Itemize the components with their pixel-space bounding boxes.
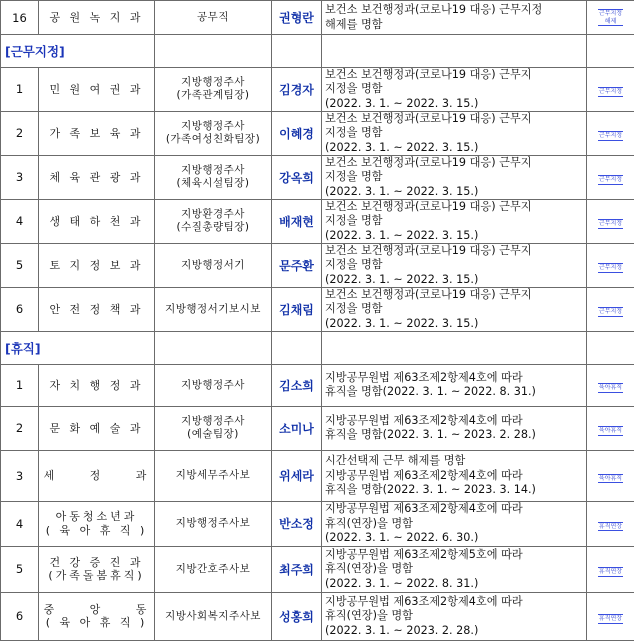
order-note: 보건소 보건행정과(코로나19 대응) 근무지 지정을 명함 (2022. 3. 1. ~ 2022. 3. 15.) xyxy=(322,243,587,287)
order-type-tag: 휴직연장 xyxy=(598,615,623,623)
position-cell: 지방행정주사 (가족관계팀장) xyxy=(155,68,272,112)
order-type-stamp xyxy=(587,450,634,501)
order-type-tag: 근무지정 xyxy=(598,176,623,184)
table-row xyxy=(1,450,634,501)
department-cell: 건 강 증 진 과 (가족돌봄휴직) xyxy=(39,546,155,592)
row-number: 2 xyxy=(1,406,39,450)
department-cell: 생 태 하 천 과 xyxy=(39,199,155,243)
row-number: 6 xyxy=(1,592,39,640)
order-type-tag: 육아휴직 xyxy=(598,384,623,392)
row-number: 2 xyxy=(1,111,39,155)
department-cell: 안 전 정 책 과 xyxy=(39,287,155,331)
order-type-tag: 휴직연장 xyxy=(598,568,623,576)
order-type-stamp xyxy=(587,592,634,640)
table-row xyxy=(1,68,634,112)
order-type-stamp xyxy=(587,155,634,199)
order-note: 보건소 보건행정과(코로나19 대응) 근무지 지정을 명함 (2022. 3. 1. ~ 2022. 3. 15.) xyxy=(322,68,587,112)
order-note: 지방공무원법 제63조제2항제4호에 따라 휴직을 명함(2022. 3. 1. ~ 2023. 2. 28.) xyxy=(322,406,587,450)
section-header-row xyxy=(1,331,634,364)
row-number: 16 xyxy=(1,1,39,35)
table-row xyxy=(1,155,634,199)
order-type-tag: 근무지정 xyxy=(598,264,623,272)
order-type-stamp xyxy=(587,1,634,35)
department-cell: 아동청소년과 ( 육 아 휴 직 ) xyxy=(39,501,155,546)
order-type-stamp xyxy=(587,364,634,406)
empty-cell xyxy=(322,35,587,68)
position-cell: 지방행정서기 xyxy=(155,243,272,287)
order-note: 시간선택제 근무 해제를 명함 지방공무원법 제63조제2항제4호에 따라 휴직을 명함(2022. 3. 1. ~ 2023. 3. 14.) xyxy=(322,450,587,501)
empty-cell xyxy=(322,331,587,364)
order-type-stamp xyxy=(587,406,634,450)
table-row xyxy=(1,546,634,592)
section-header-row xyxy=(1,35,634,68)
department-cell: 중 앙 동 ( 육 아 휴 직 ) xyxy=(39,592,155,640)
order-type-tag: 휴직연장 xyxy=(598,522,623,530)
person-name: 반소정 xyxy=(272,501,322,546)
order-type-stamp xyxy=(587,287,634,331)
department-cell: 공 원 녹 지 과 xyxy=(39,1,155,35)
table-row xyxy=(1,592,634,640)
order-type-stamp xyxy=(587,501,634,546)
empty-cell xyxy=(587,35,634,68)
position-cell: 지방행정주사보 xyxy=(155,501,272,546)
order-type-tag: 근무지정 해제 xyxy=(598,10,623,25)
position-cell: 지방세무주사보 xyxy=(155,450,272,501)
order-type-tag: 육아휴직 xyxy=(598,427,623,435)
department-cell: 문 화 예 술 과 xyxy=(39,406,155,450)
department-cell: 세 정 과 xyxy=(39,450,155,501)
person-name: 권형란 xyxy=(272,1,322,35)
order-note: 보건소 보건행정과(코로나19 대응) 근무지 지정을 명함 (2022. 3. 1. ~ 2022. 3. 15.) xyxy=(322,199,587,243)
order-type-tag: 근무지정 xyxy=(598,88,623,96)
row-number: 1 xyxy=(1,68,39,112)
person-name: 강옥희 xyxy=(272,155,322,199)
empty-cell xyxy=(272,35,322,68)
person-name: 문주환 xyxy=(272,243,322,287)
person-name: 김경자 xyxy=(272,68,322,112)
order-note: 지방공무원법 제63조제2항제4호에 따라 휴직(연장)을 명함 (2022. 3. 1. ~ 2023. 2. 28.) xyxy=(322,592,587,640)
empty-cell xyxy=(155,35,272,68)
row-number: 3 xyxy=(1,450,39,501)
department-cell: 자 치 행 정 과 xyxy=(39,364,155,406)
position-cell: 지방사회복지주사보 xyxy=(155,592,272,640)
table-row xyxy=(1,501,634,546)
empty-cell xyxy=(155,331,272,364)
person-name: 위세라 xyxy=(272,450,322,501)
row-number: 4 xyxy=(1,199,39,243)
position-cell: 지방행정서기보시보 xyxy=(155,287,272,331)
order-type-stamp xyxy=(587,243,634,287)
department-cell: 민 원 여 권 과 xyxy=(39,68,155,112)
table-row xyxy=(1,199,634,243)
table-row xyxy=(1,364,634,406)
row-number: 5 xyxy=(1,243,39,287)
order-note: 보건소 보건행정과(코로나19 대응) 근무지 지정을 명함 (2022. 3. 1. ~ 2022. 3. 15.) xyxy=(322,287,587,331)
person-name: 이혜경 xyxy=(272,111,322,155)
table-row xyxy=(1,406,634,450)
position-cell: 지방간호주사보 xyxy=(155,546,272,592)
department-cell: 토 지 정 보 과 xyxy=(39,243,155,287)
row-number: 6 xyxy=(1,287,39,331)
position-cell: 지방행정주사 (예술팀장) xyxy=(155,406,272,450)
order-type-tag: 근무지정 xyxy=(598,308,623,316)
position-cell: 지방행정주사 (가족여성친화팀장) xyxy=(155,111,272,155)
order-note: 보건소 보건행정과(코로나19 대응) 근무지정 해제를 명함 xyxy=(322,1,587,35)
table-row xyxy=(1,111,634,155)
order-type-stamp xyxy=(587,68,634,112)
person-name: 최주희 xyxy=(272,546,322,592)
person-name: 김채림 xyxy=(272,287,322,331)
order-type-stamp xyxy=(587,546,634,592)
department-cell: 체 육 관 광 과 xyxy=(39,155,155,199)
person-name: 김소희 xyxy=(272,364,322,406)
row-number: 1 xyxy=(1,364,39,406)
section-title: [근무지정] xyxy=(1,35,155,68)
order-note: 보건소 보건행정과(코로나19 대응) 근무지 지정을 명함 (2022. 3. 1. ~ 2022. 3. 15.) xyxy=(322,111,587,155)
order-type-stamp xyxy=(587,111,634,155)
row-number: 5 xyxy=(1,546,39,592)
order-type-stamp xyxy=(587,199,634,243)
order-type-tag: 근무지정 xyxy=(598,220,623,228)
position-cell: 지방환경주사 (수질총량팀장) xyxy=(155,199,272,243)
table-row xyxy=(1,287,634,331)
order-note: 지방공무원법 제63조제2항제4호에 따라 휴직을 명함(2022. 3. 1. ~ 2022. 8. 31.) xyxy=(322,364,587,406)
position-cell: 지방행정주사 (체육시설팀장) xyxy=(155,155,272,199)
order-note: 보건소 보건행정과(코로나19 대응) 근무지 지정을 명함 (2022. 3. 1. ~ 2022. 3. 15.) xyxy=(322,155,587,199)
table-body xyxy=(1,1,634,641)
department-cell: 가 족 보 육 과 xyxy=(39,111,155,155)
order-type-tag: 근무지정 xyxy=(598,132,623,140)
row-number: 3 xyxy=(1,155,39,199)
section-title: [휴직] xyxy=(1,331,155,364)
person-name: 소미나 xyxy=(272,406,322,450)
order-note: 지방공무원법 제63조제2항제4호에 따라 휴직(연장)을 명함 (2022. 3. 1. ~ 2022. 6. 30.) xyxy=(322,501,587,546)
person-name: 배재현 xyxy=(272,199,322,243)
table-row xyxy=(1,1,634,35)
empty-cell xyxy=(272,331,322,364)
person-name: 성홍희 xyxy=(272,592,322,640)
order-note: 지방공무원법 제63조제2항제5호에 따라 휴직(연장)을 명함 (2022. 3. 1. ~ 2022. 8. 31.) xyxy=(322,546,587,592)
empty-cell xyxy=(587,331,634,364)
position-cell: 공무직 xyxy=(155,1,272,35)
table-row xyxy=(1,243,634,287)
order-type-tag: 육아휴직 xyxy=(598,474,623,482)
position-cell: 지방행정주사 xyxy=(155,364,272,406)
row-number: 4 xyxy=(1,501,39,546)
